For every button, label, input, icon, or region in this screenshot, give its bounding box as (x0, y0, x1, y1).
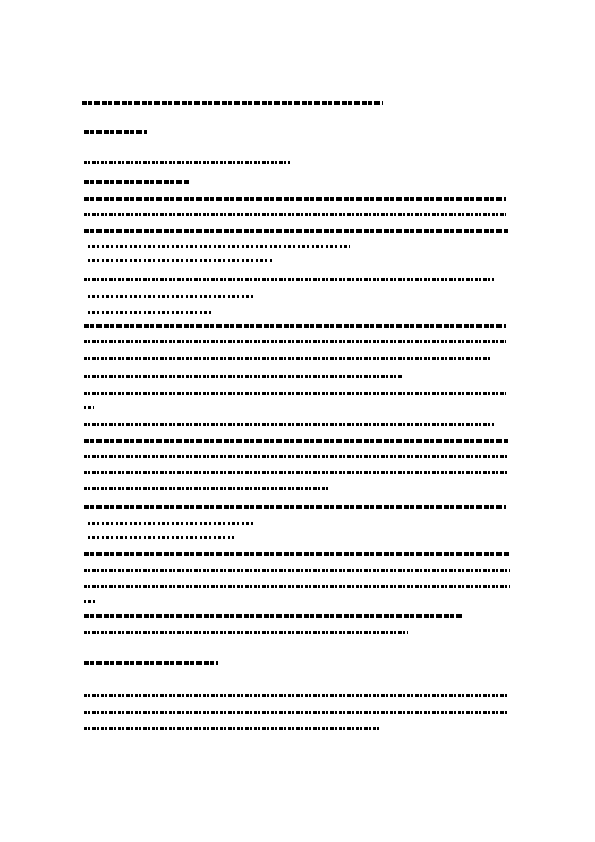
doc-text-line (88, 536, 234, 539)
doc-text-line (84, 423, 494, 426)
doc-text-line (84, 340, 506, 343)
doc-text-line (84, 197, 506, 201)
doc-text-line (84, 694, 508, 697)
doc-text-line (84, 471, 508, 474)
doc-text-line (88, 522, 256, 525)
doc-text-line (84, 487, 328, 490)
doc-text-line (84, 180, 190, 184)
doc-text-line (88, 259, 274, 262)
doc-subheading-line (84, 130, 147, 134)
doc-text-line (84, 392, 506, 395)
doc-text-line (84, 727, 380, 730)
doc-title-line (82, 101, 383, 105)
doc-text-line (84, 614, 462, 618)
doc-text-line (84, 213, 506, 216)
doc-text-line (84, 229, 508, 233)
doc-text-line (84, 278, 494, 281)
doc-text-line (84, 357, 490, 360)
doc-text-line (84, 375, 402, 378)
doc-text-line (88, 311, 214, 314)
doc-text-line (84, 455, 508, 458)
doc-section-heading-line (84, 661, 218, 665)
doc-text-line (88, 295, 254, 298)
doc-text-line (84, 505, 506, 509)
doc-text-line (84, 631, 408, 634)
doc-text-line (84, 406, 94, 409)
doc-text-line (84, 600, 98, 603)
doc-text-line (84, 161, 290, 164)
doc-text-line (84, 569, 510, 572)
doc-text-line (84, 439, 508, 443)
doc-text-line (84, 585, 510, 588)
doc-text-line (88, 245, 350, 248)
doc-text-line (84, 552, 510, 556)
doc-text-line (84, 324, 506, 328)
doc-text-line (84, 711, 508, 714)
